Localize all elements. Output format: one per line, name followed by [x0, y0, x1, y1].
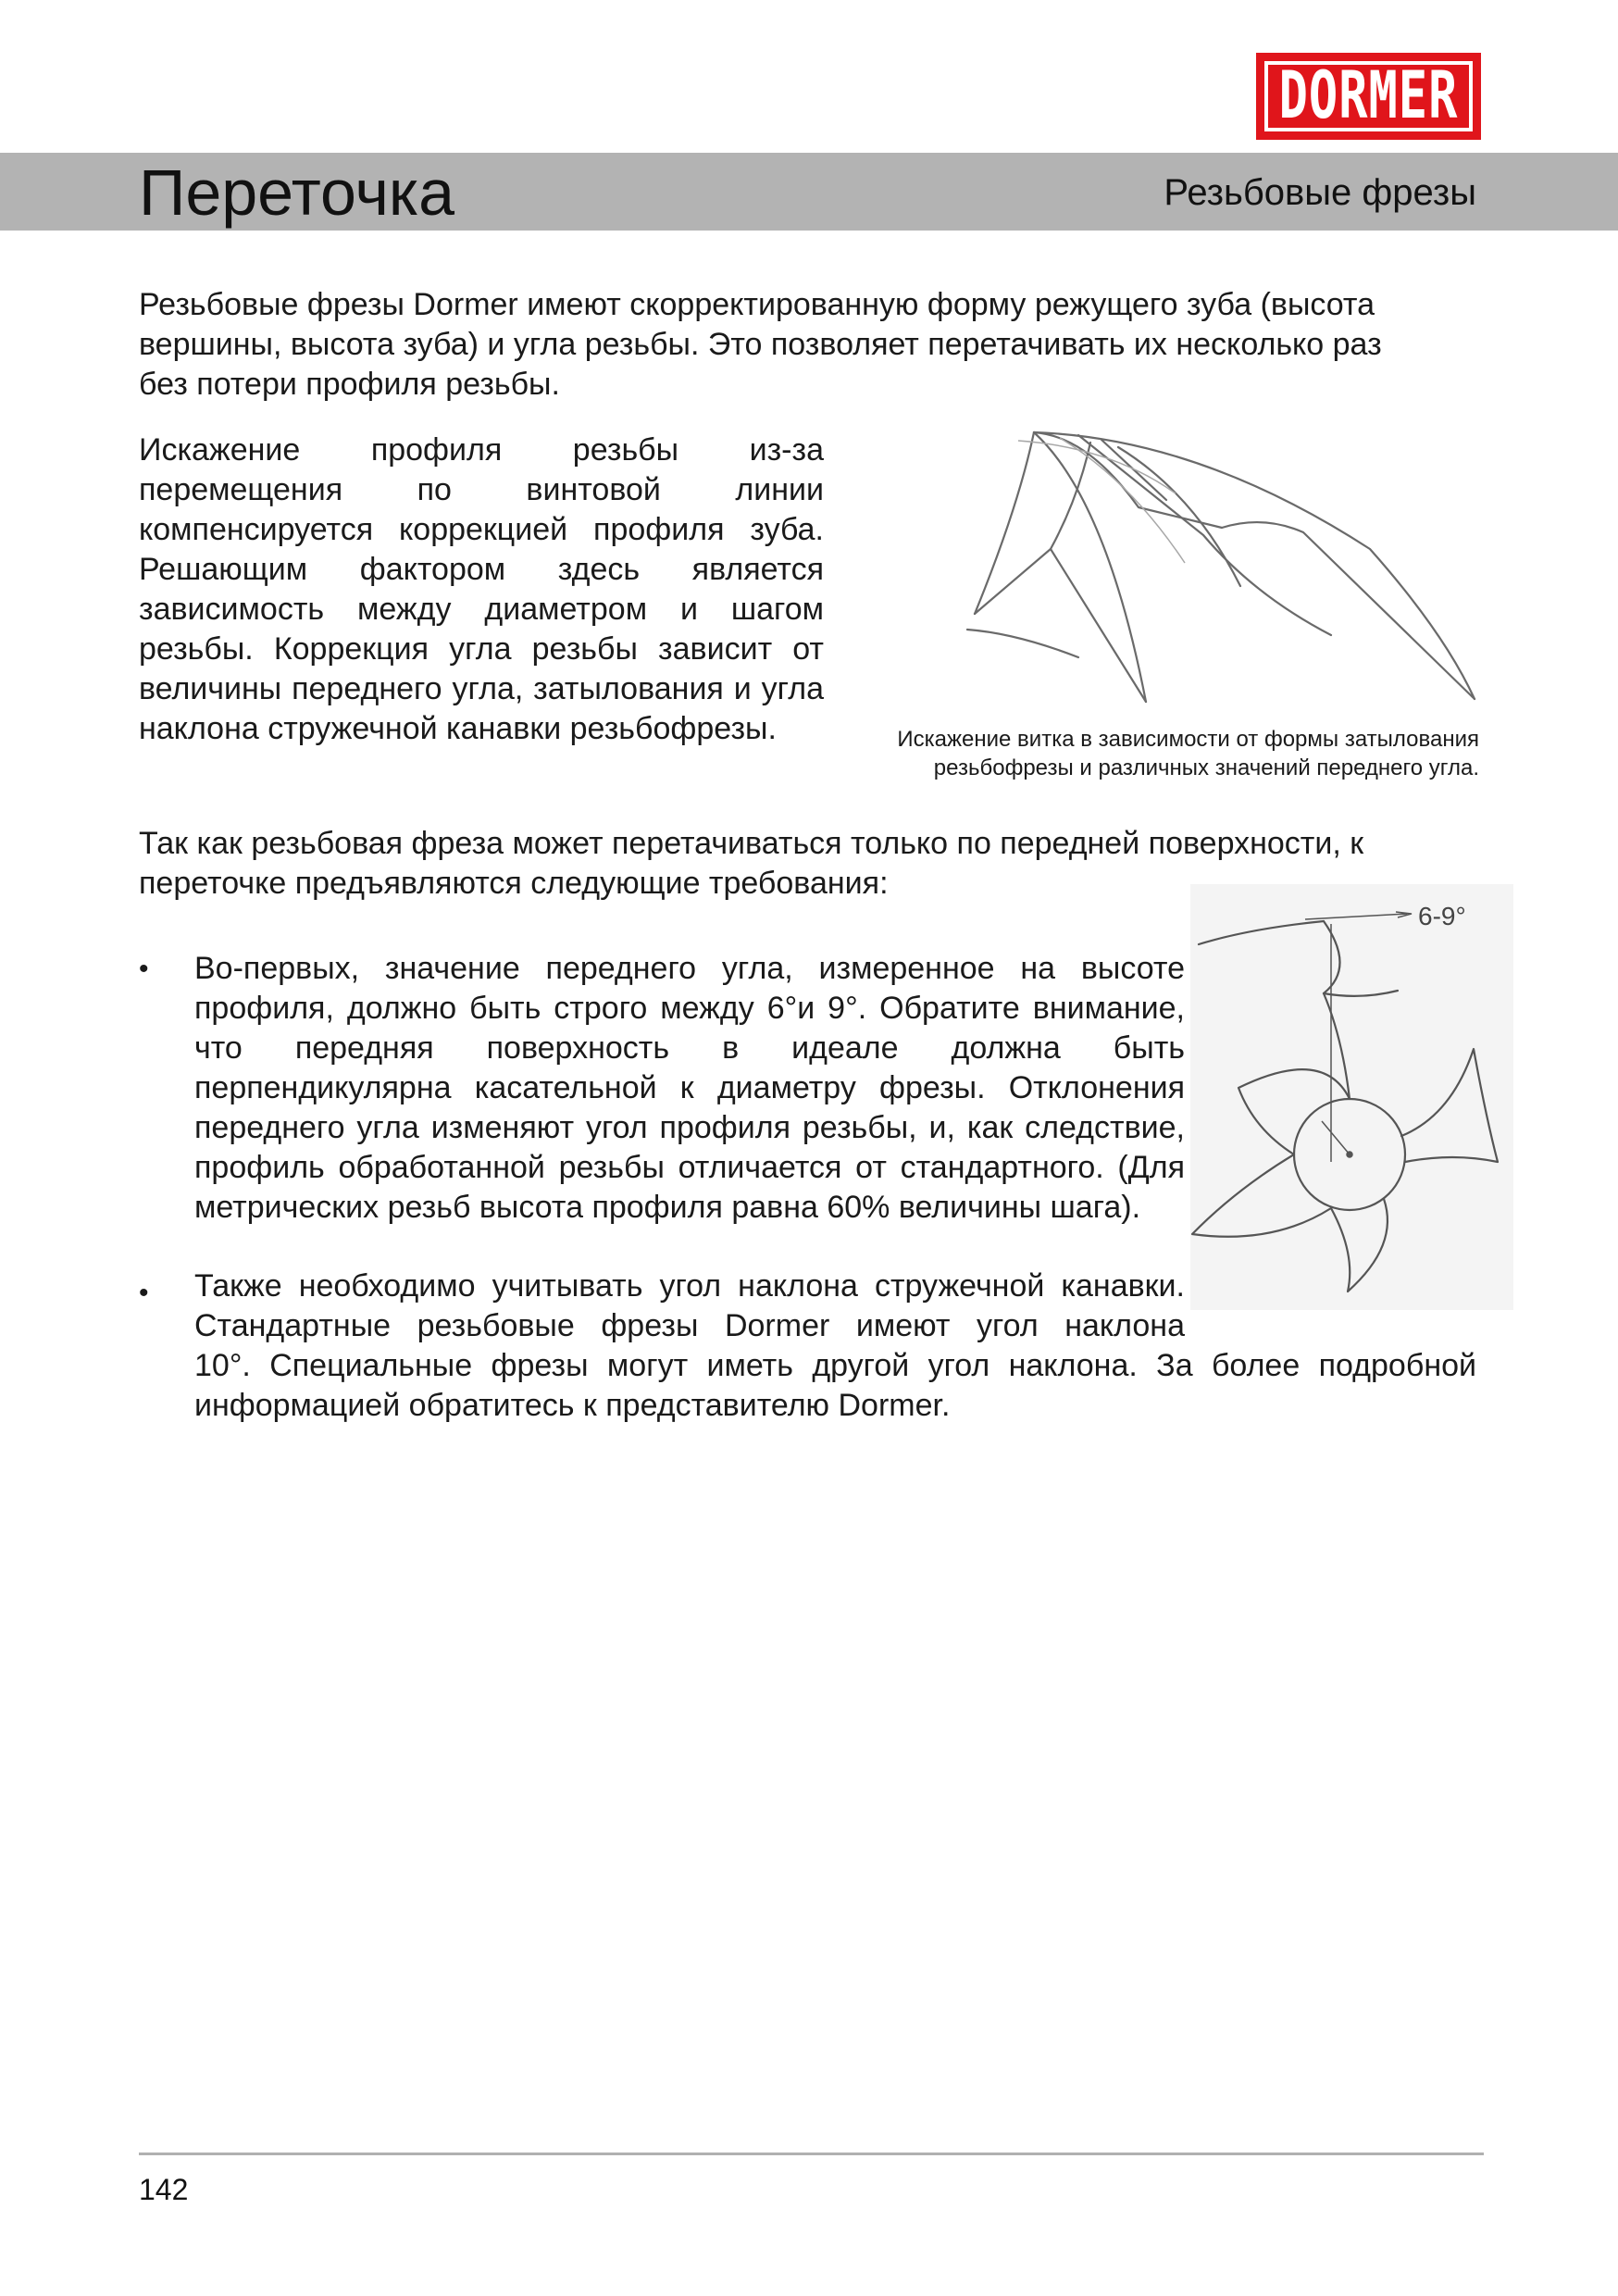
angle-label: 6-9° — [1418, 902, 1466, 930]
bullet-item-2 — [194, 1267, 1476, 1426]
intro-paragraph: Резьбовые фрезы Dormer имеют скорректированную форму режущего зуба (высота вершины, высота зуба) и угла резьбы. Это позволяет перетачивать их несколько раз без потери профиля резьбы. — [139, 287, 1382, 402]
page-title: Переточка — [139, 156, 455, 229]
logo-frame — [1264, 58, 1473, 134]
requirements-intro: Так как резьбовая фреза может перетачиваться только по передней поверхности, к переточке предъявляются следующие требования: — [139, 826, 1364, 901]
bullet-item-2-part-1: Также необходимо учитывать угол наклона стружечной канавки. Стандартные резьбовые фрезы Dormer имеют угол наклона — [194, 1268, 1185, 1343]
section-subtitle: Резьбовые фрезы — [1164, 172, 1476, 213]
cutter-rake-angle-figure — [1185, 884, 1513, 1310]
caption-line-1: Искажение витка в зависимости от формы затылования — [897, 727, 1479, 752]
dormer-logo — [1256, 53, 1481, 140]
bullet-item-2-part-2: 10°. Специальные фрезы могут иметь другой угол наклона. За более подробной информацией обратитесь к представителю Dormer. — [194, 1348, 1476, 1423]
page-number: 142 — [139, 2173, 189, 2206]
distortion-paragraph: Искажение профиля резьбы из-за перемещения по винтовой линии компенсируется коррекцией профиля зуба. Решающим фактором здесь является зависимость между диаметром и шагом резьбы. Коррекция угла резьбы зависит от величины переднего угла, затылования и угла наклона стружечной канавки резьбофрезы. — [139, 432, 824, 746]
bullet-marker-2: • — [139, 1278, 149, 1308]
thread-distortion-figure — [963, 424, 1490, 720]
bullet-marker-1: • — [139, 954, 149, 984]
logo-text: DORMER — [1278, 58, 1459, 134]
bullet-item-1: Во-первых, значение переднего угла, измеренное на высоте профиля, должно быть строго между 6°и 9°. Обратите внимание, что передняя поверхность в идеале должна быть перпендикулярна касательной к диаметру фрезы. Отклонения переднего угла изменяют угол профиля резьбы, и, как следствие, профиль обработанной резьбы отличается от стандартного. (Для метрических резьб высота профиля равна 60% величины шага). — [194, 951, 1185, 1225]
footer-divider — [139, 2152, 1484, 2155]
figure-caption — [861, 725, 1479, 782]
caption-line-2: резьбофрезы и различных значений переднего угла. — [933, 755, 1479, 780]
